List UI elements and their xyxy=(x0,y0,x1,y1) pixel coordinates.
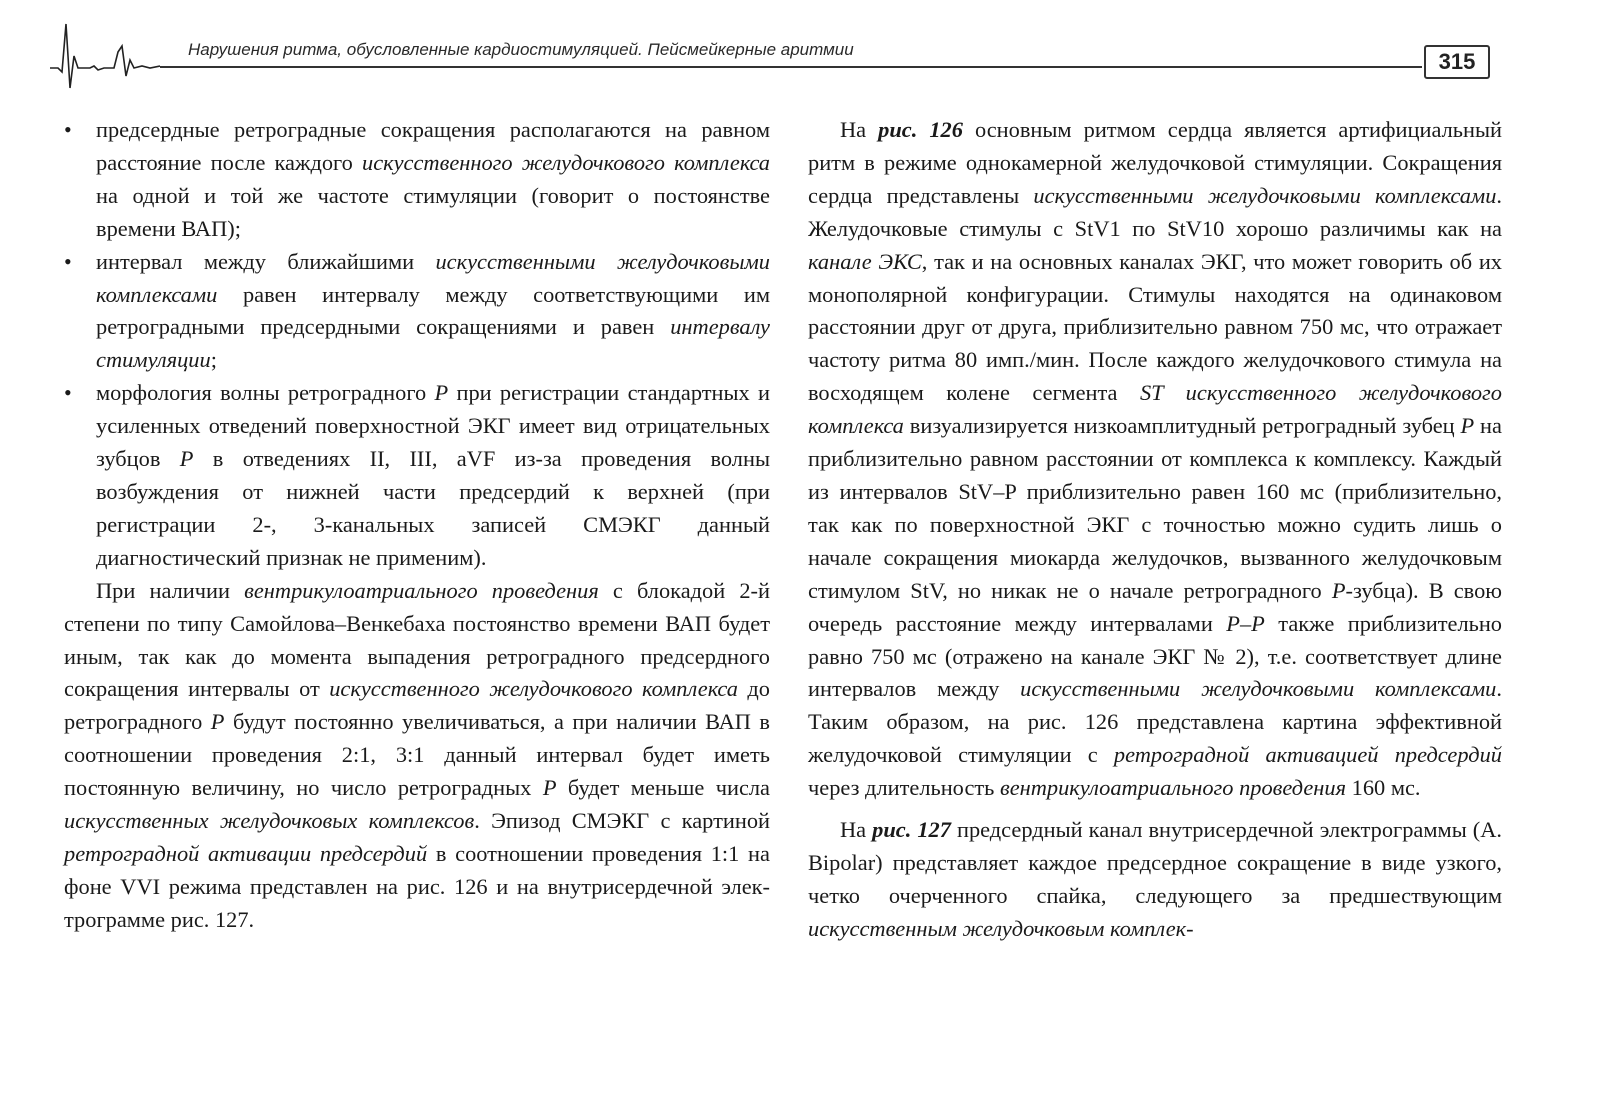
italic-term: P–P xyxy=(1226,610,1265,636)
italic-term: ретроградной активацией предсердий xyxy=(1113,742,1502,768)
text-run: . Таким образом, на рис. 126 представлена картина эффективной желудочковой стимуляции с xyxy=(808,676,1502,768)
italic-term: ST искусственного желудочкового комплекса xyxy=(808,380,1502,439)
text-run: будут постоянно увеличиваться, а при наличии ВАП в соотношении проведения 2:1, 3:1 данный интервал будет иметь постоянную величину, но число ретроградных xyxy=(64,709,771,801)
text-run: При наличии xyxy=(96,577,245,603)
italic-term: ретроградной активации предсердий xyxy=(64,840,428,866)
body-paragraph xyxy=(808,114,1502,805)
italic-term: искусственными желудочковыми комплексами xyxy=(1020,676,1497,702)
italic-term: P xyxy=(542,775,557,801)
text-run: равен интервалу между соответствующими им ретроградными предсердными сокращениями и равен xyxy=(96,281,770,340)
text-run: морфология волны ретроградного xyxy=(96,380,435,406)
left-column xyxy=(64,114,770,937)
text-run: предсердный канал внутрисердечной электрограммы (A. Bipolar) представляет каждое предсердное сокращение в виде узкого, четко очерченного спайка, следующего за предшествующим xyxy=(808,817,1502,908)
italic-term: искусственным желудочковым комплек- xyxy=(808,915,1194,941)
italic-term: искусственными желудочковыми комплексами xyxy=(96,248,770,307)
italic-term: вентрикулоатриального проведения xyxy=(244,577,599,603)
italic-term: P xyxy=(434,380,449,406)
text-run: при регистрации стандартных и усиленных отведений поверхностной ЭКГ имеет вид отрицательных зубцов xyxy=(96,380,770,472)
page-header xyxy=(0,0,1600,110)
text-run: предсердные ретроградные сокращения располагаются на равном расстояние после каждого xyxy=(96,117,770,175)
italic-term: искусственными желудочковыми комплексами xyxy=(1033,182,1497,208)
right-column xyxy=(808,114,1502,946)
page-number: 315 xyxy=(1424,45,1490,79)
italic-term: P xyxy=(210,709,225,735)
italic-term: вентрикулоатриального проведения xyxy=(999,775,1347,801)
body-paragraph xyxy=(64,575,770,937)
running-title: Нарушения ритма, обусловленные кардиостимуляцией. Пейсмейкерные аритмии xyxy=(188,40,854,59)
italic-term: канале ЭКС xyxy=(808,248,922,274)
bullet-item xyxy=(64,377,770,574)
italic-term: интервалу стимуляции xyxy=(96,314,770,373)
text-run: . Желудочковые стимулы с StV1 по StV10 хорошо различимы как на xyxy=(808,182,1502,241)
text-run: в соотношении проведения 1:1 на фоне VVI режима представлен на рис. 126 и на внутрисердечной электрограмме рис. 127. xyxy=(64,840,770,932)
text-run: На xyxy=(840,117,879,142)
italic-term: P xyxy=(179,446,194,472)
figure-ref: рис. 127 xyxy=(872,817,951,843)
bullet-item xyxy=(64,114,770,246)
text-run: на приблизительно равном расстоянии от комплекса к комплексу. Каждый из интервалов StV–P приблизительно равен 160 мс (приблизительно, так как по поверхностной ЭКГ с точностью можно судить лишь о начале сокращения миокарда желудочков, вызванного желудочковым стимулом StV, но никак не о начале ретроградного xyxy=(808,413,1502,603)
italic-term: P xyxy=(1331,577,1346,603)
text-run: , так и на основных каналах ЭКГ, что может говорить об их монополярной конфигурации. Стимулы находятся на одинаковом расстоянии друг от друга, приблизительно равном 750 мс, что отражает частоту ритма 80 имп./мин. После каждого желудочкового стимула на восходящем колене сегмента xyxy=(808,248,1502,406)
italic-term: P xyxy=(1460,413,1475,439)
italic-term: искусственного желудочкового комплекса xyxy=(362,149,770,175)
text-run: с блокадой 2-й степени по типу Самойлова–Венкебаха постоянство времени ВАП будет иным, так как до момента выпадения ретроградного предсердного сокращения интервалы от xyxy=(64,577,770,702)
text-run: 160 мс. xyxy=(1346,775,1421,801)
body-paragraph xyxy=(808,814,1502,946)
text-run: ; xyxy=(210,347,217,373)
text-run: -зубца). В свою очередь расстояние между интервалами xyxy=(808,577,1503,636)
text-run: до ретроградного xyxy=(64,676,770,735)
bullet-list xyxy=(64,114,770,575)
text-run: интервал между ближайшими xyxy=(96,248,436,274)
header-rule xyxy=(160,66,1422,68)
text-run: основным ритмом сердца является артифициальный ритм в режиме однокамерной желудочковой стимуляции. Сокращения сердца представлены xyxy=(808,117,1502,208)
italic-term: искусственных желудочковых комплексов xyxy=(64,808,475,834)
italic-term: искусственного желудочкового комплекса xyxy=(329,676,738,702)
text-run: На xyxy=(840,817,873,843)
text-run: через длительность xyxy=(808,775,1000,801)
text-run: . Эпизод СМЭКГ с картиной xyxy=(474,808,770,834)
text-run: в отведениях II, III, aVF из-за проведения волны возбуждения от нижней части предсердий к верхней (при регистрации 2-, 3-канальных записей СМЭКГ данный диагностический признак не применим). xyxy=(96,446,770,570)
text-run: будет меньше числа xyxy=(556,775,770,801)
figure-ref: рис. 126 xyxy=(878,117,963,142)
text-run: на одной и той же частоте стимуляции (говорит о постоянстве времени ВАП); xyxy=(96,182,770,241)
bullet-item xyxy=(64,246,770,378)
ecg-trace-icon xyxy=(50,16,160,96)
text-run: также приблизительно равно 750 мс (отражено на канале ЭКГ № 2), т.е. соответствует длине интервалов между xyxy=(808,610,1503,702)
text-run: визуализируется низкоамплитудный ретроградный зубец xyxy=(903,413,1461,439)
